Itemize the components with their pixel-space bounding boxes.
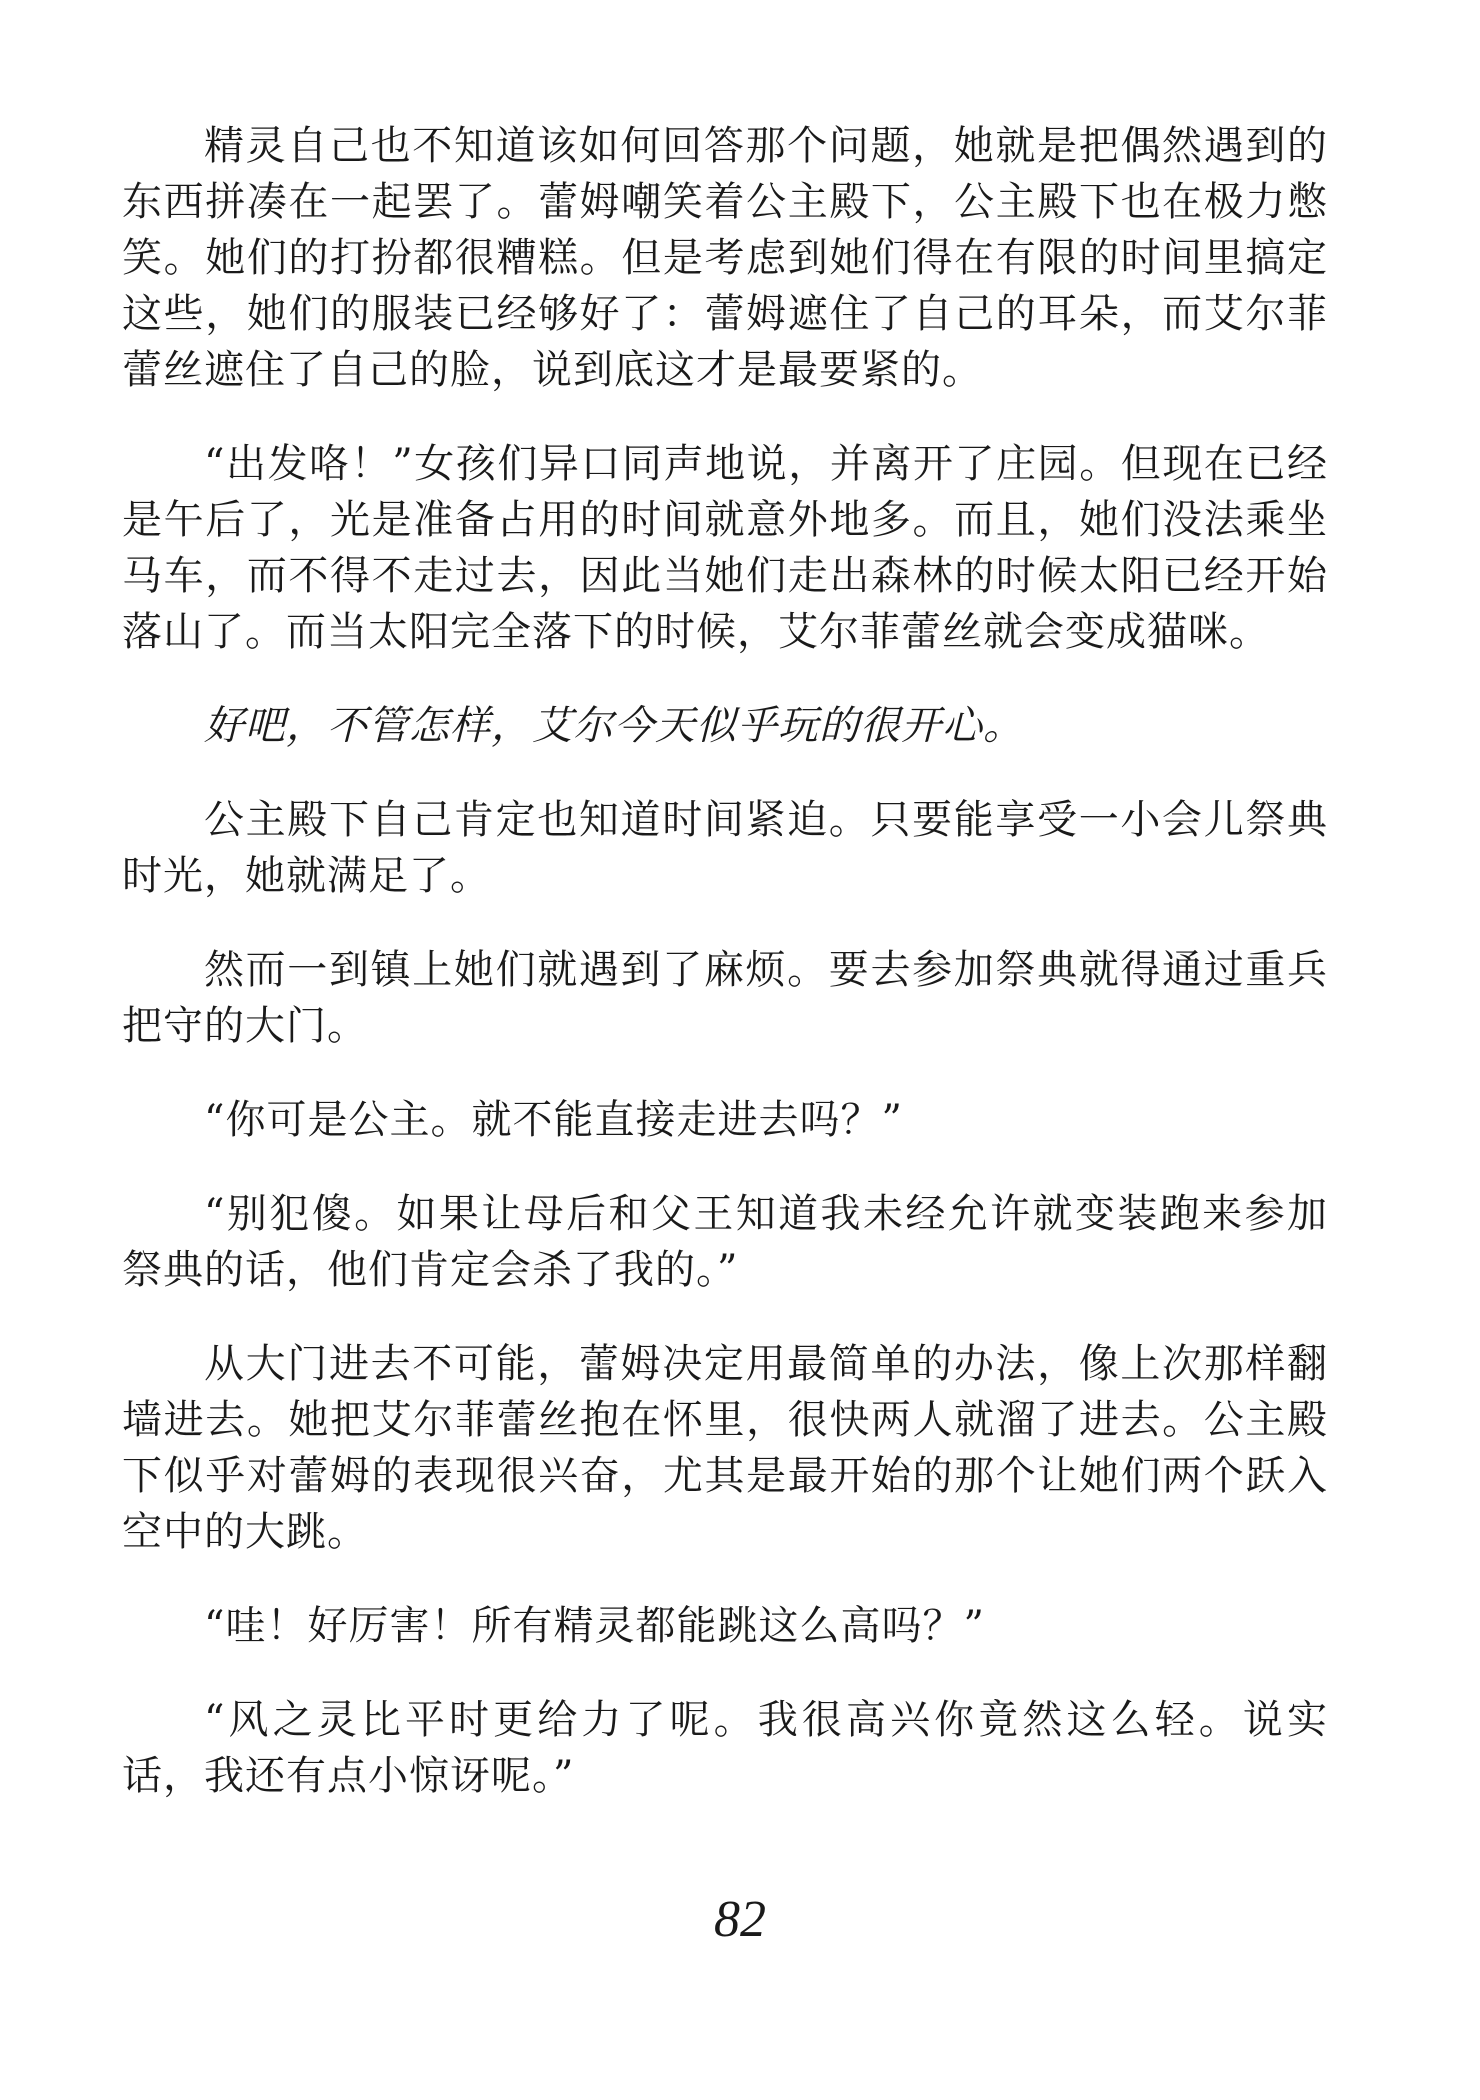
paragraph-5: 然而一到镇上她们就遇到了麻烦。要去参加祭典就得通过重兵把守的大门。 [122,947,1328,1049]
page-number: 82 [714,1891,766,1948]
paragraph-3-inner-thought: 好吧，不管怎样，艾尔今天似乎玩的很开心。 [204,703,1024,749]
page-body [122,118,1328,1842]
paragraph-6-dialogue: “你可是公主。就不能直接走进去吗？” [204,1097,903,1143]
paragraph-4: 公主殿下自己肯定也知道时间紧迫。只要能享受一小会儿祭典时光，她就满足了。 [122,797,1328,899]
paragraph-9-dialogue: “哇！好厉害！所有精灵都能跳这么高吗？” [204,1603,985,1649]
paragraph-2: “出发咯！”女孩们异口同声地说，并离开了庄园。但现在已经是午后了，光是准备占用的时间就意外地多。而且，她们没法乘坐马车，而不得不走过去，因此当她们走出森林的时候太阳已经开始落山了。而当太阳完全落下的时候，艾尔菲蕾丝就会变成猫咪。 [122,441,1328,655]
paragraph-10-dialogue: “风之灵比平时更给力了呢。我很高兴你竟然这么轻。说实话，我还有点小惊讶呢。” [122,1697,1328,1799]
paragraph-7-dialogue: “别犯傻。如果让母后和父王知道我未经允许就变装跑来参加祭典的话，他们肯定会杀了我的。” [122,1191,1328,1293]
paragraph-8: 从大门进去不可能，蕾姆决定用最简单的办法，像上次那样翻墙进去。她把艾尔菲蕾丝抱在怀里，很快两人就溜了进去。公主殿下似乎对蕾姆的表现很兴奋，尤其是最开始的那个让她们两个跃入空中的大跳。 [122,1341,1328,1555]
paragraph-1: 精灵自己也不知道该如何回答那个问题，她就是把偶然遇到的东西拼凑在一起罢了。蕾姆嘲笑着公主殿下，公主殿下也在极力憋笑。她们的打扮都很糟糕。但是考虑到她们得在有限的时间里搞定这些，她们的服装已经够好了：蕾姆遮住了自己的耳朵，而艾尔菲蕾丝遮住了自己的脸，说到底这才是最要紧的。 [122,123,1328,393]
